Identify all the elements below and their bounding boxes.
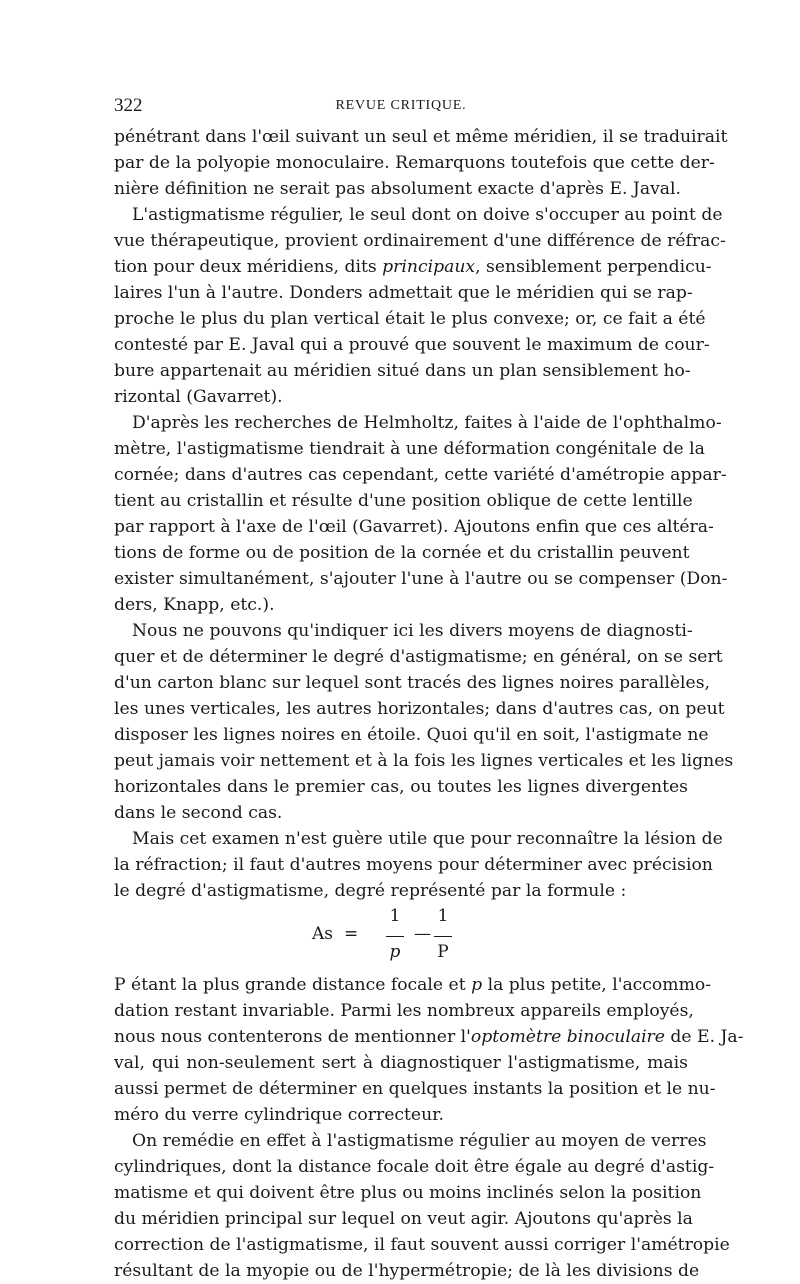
- fraction-1-bar: [386, 936, 404, 937]
- astigmatism-formula: [114, 906, 688, 966]
- text-line: mètre, l'astigmatisme tiendrait à une déformation congénitale de la: [114, 439, 705, 459]
- text-line: laires l'un à l'autre. Donders admettait que le méridien qui se rap-: [114, 283, 693, 303]
- text-line: tions de forme ou de position de la cornée et du cristallin peuvent: [114, 543, 690, 563]
- text-line: L'astigmatisme régulier, le seul dont on doive s'occuper au point de: [132, 205, 723, 225]
- text-line: méro du verre cylindrique correcteur.: [114, 1105, 444, 1125]
- fraction-2-denominator: P: [437, 942, 449, 962]
- text-line: pénétrant dans l'œil suivant un seul et même méridien, il se traduirait: [114, 127, 728, 147]
- text-line: vue thérapeutique, provient ordinairement d'une différence de réfrac-: [114, 231, 726, 251]
- text-line: la réfraction; il faut d'autres moyens pour déterminer avec précision: [114, 855, 713, 875]
- text-line: cylindriques, dont la distance focale doit être égale au degré d'astig-: [114, 1157, 715, 1177]
- text-line: correction de l'astigmatisme, il faut souvent aussi corriger l'amétropie: [114, 1235, 730, 1255]
- body-text: [114, 124, 744, 1284]
- text-line: résultant de la myopie ou de l'hypermétropie; de là les divisions de: [114, 1261, 700, 1281]
- text-line: quer et de déterminer le degré d'astigmatisme; en général, on se sert: [114, 647, 723, 667]
- text-line: dans le second cas.: [114, 803, 283, 823]
- text-line: les unes verticales, les autres horizontales; dans d'autres cas, on peut: [114, 699, 725, 719]
- text-line: nous nous contenterons de mentionner l'optomètre binoculaire de E. Ja-: [114, 1027, 744, 1047]
- fraction-1-numerator: 1: [389, 906, 401, 926]
- text-line: val, qui non-seulement sert à diagnostiquer l'astigmatisme, mais: [114, 1053, 688, 1073]
- text-line: matisme et qui doivent être plus ou moins inclinés selon la position: [114, 1183, 702, 1203]
- text-line: proche le plus du plan vertical était le plus convexe; or, ce fait a été: [114, 309, 706, 329]
- running-title: REVUE CRITIQUE.: [335, 98, 467, 113]
- text-line: nière définition ne serait pas absolument exacte d'après E. Javal.: [114, 179, 681, 199]
- text-line: peut jamais voir nettement et à la fois les lignes verticales et les lignes: [114, 751, 734, 771]
- text-line: horizontales dans le premier cas, ou toutes les lignes divergentes: [114, 777, 688, 797]
- text-line: rizontal (Gavarret).: [114, 387, 283, 407]
- fraction-2-numerator: 1: [437, 906, 449, 926]
- text-line: ders, Knapp, etc.).: [114, 595, 275, 615]
- text-line: tient au cristallin et résulte d'une position oblique de cette lentille: [114, 491, 693, 511]
- fraction-1-denominator: p: [389, 942, 401, 962]
- text-line: tion pour deux méridiens, dits principaux, sensiblement perpendicu-: [114, 257, 712, 277]
- text-line: par de la polyopie monoculaire. Remarquons toutefois que cette der-: [114, 153, 715, 173]
- text-line: Mais cet examen n'est guère utile que pour reconnaître la lésion de: [132, 829, 723, 849]
- text-line: exister simultanément, s'ajouter l'une à l'autre ou se compenser (Don-: [114, 569, 728, 589]
- text-line: le degré d'astigmatisme, degré représenté par la formule :: [114, 881, 627, 901]
- text-line: dation restant invariable. Parmi les nombreux appareils employés,: [114, 1001, 694, 1021]
- text-line: par rapport à l'axe de l'œil (Gavarret). Ajoutons enfin que ces altéra-: [114, 517, 714, 537]
- text-line: bure appartenait au méridien situé dans un plan sensiblement ho-: [114, 361, 691, 381]
- text-line: D'après les recherches de Helmholtz, faites à l'aide de l'ophthalmo-: [132, 413, 722, 433]
- page-number: 322: [114, 95, 143, 116]
- formula-label: As: [312, 924, 334, 944]
- text-line: Nous ne pouvons qu'indiquer ici les divers moyens de diagnosti-: [132, 621, 693, 641]
- text-line: du méridien principal sur lequel on veut agir. Ajoutons qu'après la: [114, 1209, 693, 1229]
- text-line: aussi permet de déterminer en quelques instants la position et le nu-: [114, 1079, 716, 1099]
- text-line: contesté par E. Javal qui a prouvé que souvent le maximum de cour-: [114, 335, 710, 355]
- text-line: cornée; dans d'autres cas cependant, cette variété d'amétropie appar-: [114, 465, 727, 485]
- text-line: On remédie en effet à l'astigmatisme régulier au moyen de verres: [132, 1131, 707, 1151]
- text-line: P étant la plus grande distance focale et p la plus petite, l'accommo-: [114, 975, 712, 995]
- page-header: [114, 95, 688, 119]
- fraction-2-bar: [434, 936, 452, 937]
- formula-equals: =: [344, 924, 359, 944]
- text-line: d'un carton blanc sur lequel sont tracés des lignes noires parallèles,: [114, 673, 711, 693]
- text-line: disposer les lignes noires en étoile. Quoi qu'il en soit, l'astigmate ne: [114, 725, 709, 745]
- formula-minus: —: [414, 924, 431, 944]
